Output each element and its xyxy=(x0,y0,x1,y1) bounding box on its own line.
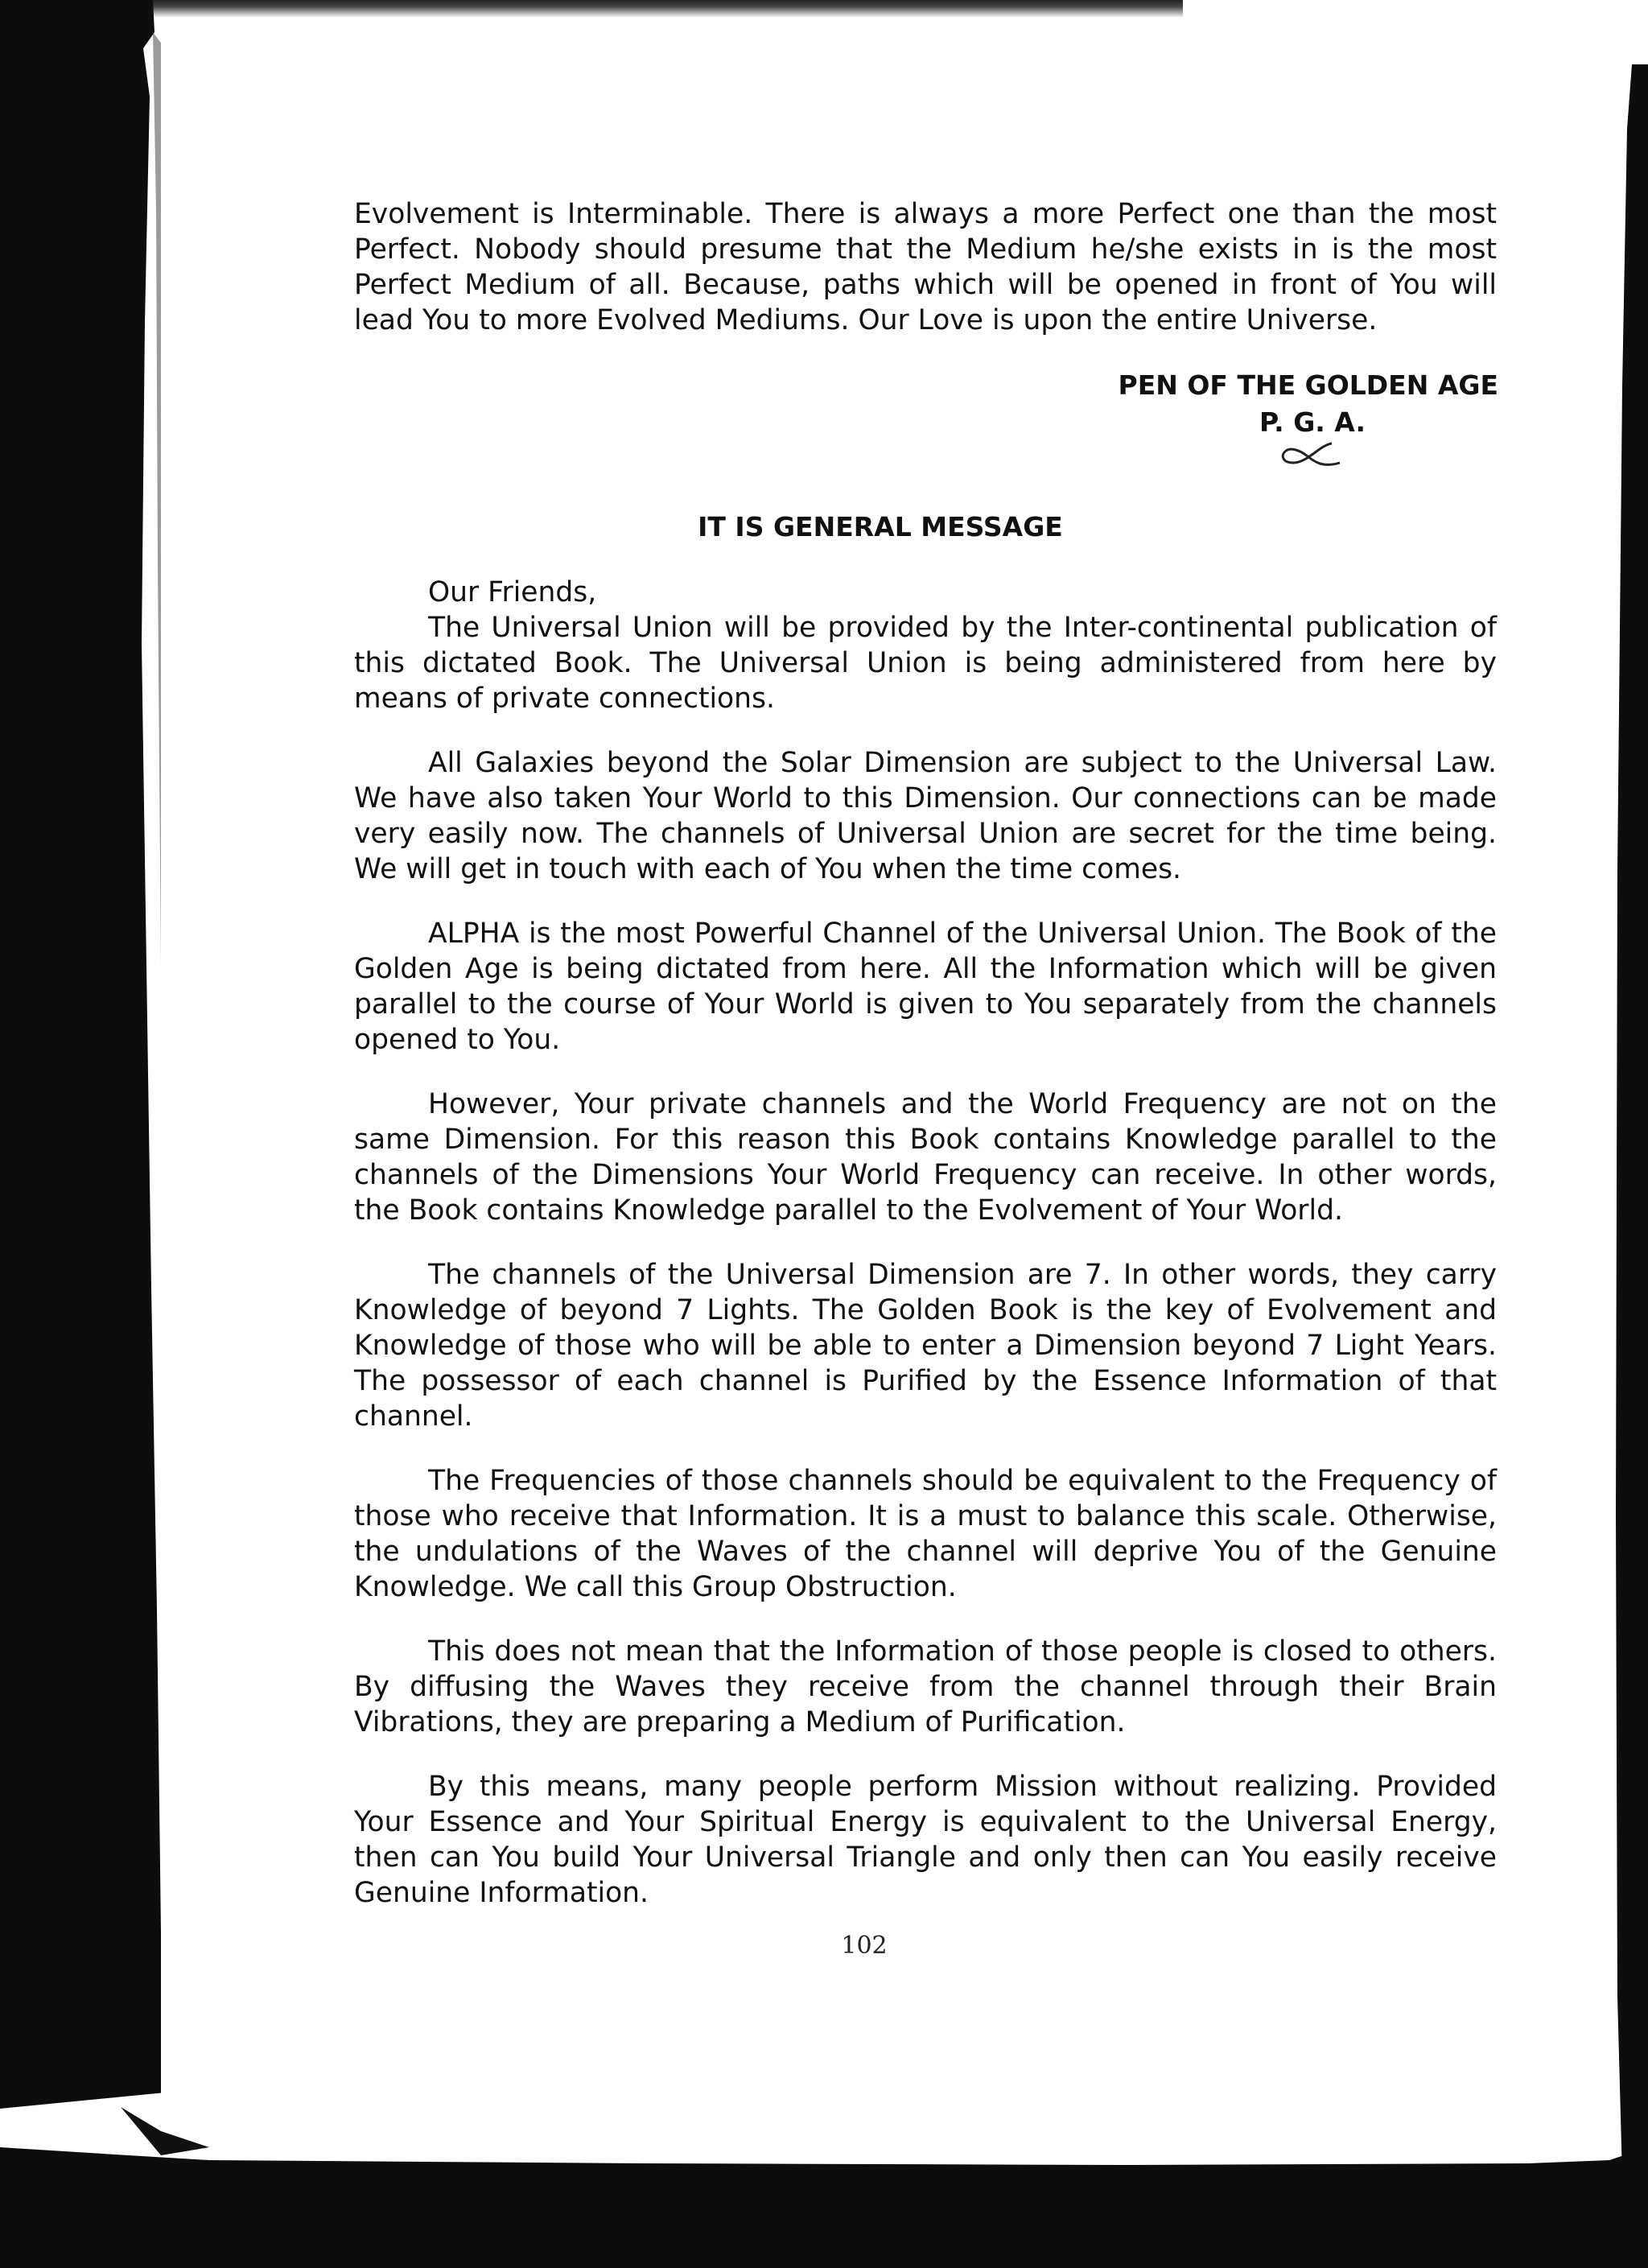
signature-block xyxy=(1119,367,1498,441)
body-paragraph: The Frequencies of those channels should be equivalent to the Frequency of those who receive that Information. It is a must to balance this scale. Otherwise, the undulations of the Waves of the channel will deprive You of the Genuine Knowledge. We call this Group Obstruction. xyxy=(354,1465,1497,1603)
intro-paragraph: Evolvement is Interminable. There is always a more Perfect one than the most Perfect. Nobody should presume that the Medium he/she exists in is the most Perfect Medium of all. Because, paths which will be opened in front of You will lead You to more Evolved Mediums. Our Love is upon the entire Universe. xyxy=(354,198,1497,336)
body-paragraph: The Universal Union will be provided by the Inter-continental publication of this dictated Book. The Universal Union is being administered from here by means of private connections. xyxy=(354,612,1497,715)
scan-edge-left xyxy=(0,0,161,2268)
intro-block xyxy=(354,196,1497,338)
message-body xyxy=(354,575,1497,1911)
alpha-symbol-icon xyxy=(1275,439,1348,471)
signature-initials: P. G. A. xyxy=(1259,406,1366,438)
scan-edge-bottom xyxy=(0,2027,1648,2268)
body-paragraph: ALPHA is the most Powerful Channel of the Universal Union. The Book of the Golden Age is being dictated from here. All the Information which will be given parallel to the course of Your World is given to You separately from the channels opened to You. xyxy=(354,918,1497,1056)
body-paragraph: All Galaxies beyond the Solar Dimension are subject to the Universal Law. We have also taken Your World to this Dimension. Our connections can be made very easily now. The channels of Universal Union are secret for the time being. We will get in touch with each of You when the time comes. xyxy=(354,747,1497,885)
signature-title: PEN OF THE GOLDEN AGE xyxy=(1118,369,1498,401)
body-paragraph: The channels of the Universal Dimension are 7. In other words, they carry Knowledge of beyond 7 Lights. The Golden Book is the key of Evolvement and Knowledge of those who will be able to enter a Dimension beyond 7 Light Years. The possessor of each channel is Purified by the Essence Information of that channel. xyxy=(354,1259,1497,1433)
scan-edge-right xyxy=(1600,64,1648,2237)
body-paragraph: This does not mean that the Information of those people is closed to others. By diffusing the Waves they receive from the channel through their Brain Vibrations, they are preparing a Medium of Purification. xyxy=(354,1635,1497,1738)
scan-edge-top xyxy=(137,0,1183,18)
body-paragraph: By this means, many people perform Mission without realizing. Provided Your Essence and Your Spiritual Energy is equivalent to the Universal Energy, then can You build Your Universal Triangle and only then can You easily receive Genuine Information. xyxy=(354,1771,1497,1909)
salutation: Our Friends, xyxy=(428,576,597,608)
body-paragraph: However, Your private channels and the World Frequency are not on the same Dimension. For this reason this Book contains Knowledge parallel to the channels of the Dimensions Your World Frequency can receive. In other words, the Book contains Knowledge parallel to the Evolvement of Your World. xyxy=(354,1088,1497,1227)
message-heading: IT IS GENERAL MESSAGE xyxy=(698,511,1063,542)
page-number: 102 xyxy=(841,1932,888,1960)
